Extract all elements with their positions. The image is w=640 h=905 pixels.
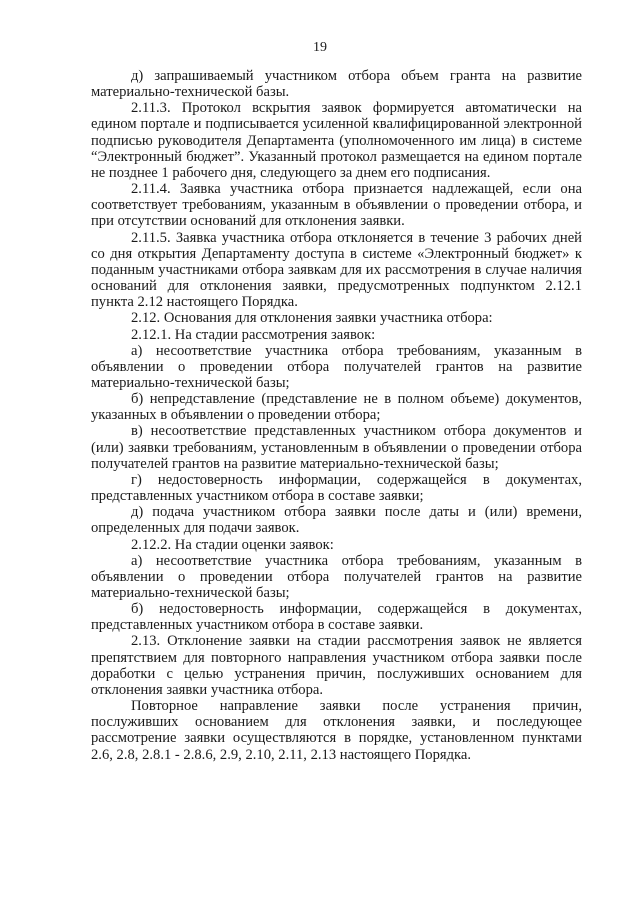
paragraph-2-11-2-d: д) запрашиваемый участником отбора объем гранта на развитие материально-технической базы.: [91, 68, 582, 101]
paragraph-2-12-1-b: б) непредставление (представление не в полном объеме) документов, указанных в объявлении о проведении отбора;: [91, 391, 582, 424]
paragraph-2-13: 2.13. Отклонение заявки на стадии рассмотрения заявок не является препятствием для повторного направления участником отбора заявки после доработки с целью устранения причин, послуживших основанием для отклонения заявки участника отбора.: [91, 633, 582, 698]
paragraph-2-12-1-d: д) подача участником отбора заявки после даты и (или) времени, определенных для подачи заявок.: [91, 504, 582, 537]
paragraph-2-11-3: 2.11.3. Протокол вскрытия заявок формируется автоматически на едином портале и подписывается усиленной квалифицированной электронной подписью руководителя Департамента (уполномоченного им лица) в системе “Электронный бюджет”. Указанный протокол размещается на едином портале не позднее 1 рабочего дня, следующего за днем его подписания.: [91, 100, 582, 181]
paragraph-2-12-1: 2.12.1. На стадии рассмотрения заявок:: [131, 326, 376, 343]
paragraph-2-13-resubmission: Повторное направление заявки после устранения причин, послуживших основанием для отклонения заявки, и последующее рассмотрение заявки осуществляются в порядке, установленном пунктами 2.6, 2.8, 2.8.1 - 2.8.6, 2.9, 2.10, 2.11, 2.13 настоящего Порядка.: [91, 698, 582, 763]
paragraph-2-12: 2.12. Основания для отклонения заявки участника отбора:: [131, 310, 493, 327]
paragraph-2-12-2-b: б) недостоверность информации, содержащейся в документах, представленных участником отбора в составе заявки.: [91, 601, 582, 634]
paragraph-2-12-2: 2.12.2. На стадии оценки заявок:: [131, 536, 334, 553]
page-number: 19: [313, 40, 327, 55]
paragraph-2-12-1-g: г) недостоверность информации, содержащейся в документах, представленных участником отбора в составе заявки;: [91, 471, 582, 505]
paragraph-2-11-5: 2.11.5. Заявка участника отбора отклоняется в течение 3 рабочих дней со дня открытия Департаменту доступа в системе «Электронный бюджет» к поданным участниками отбора заявкам для их рассмотрения в случае наличия оснований для отклонения заявки, предусмотренных подпунктом 2.12.1 пункта 2.12 настоящего Порядка.: [91, 229, 582, 311]
paragraph-2-12-1-v: в) несоответствие представленных участником отбора документов и (или) заявки требованиям, установленным в объявлении о проведении отбора получателей грантов на развитие материально-технической базы;: [91, 423, 582, 472]
paragraph-2-12-1-a: а) несоответствие участника отбора требованиям, указанным в объявлении о проведении отбора получателей грантов на развитие материально-технической базы;: [91, 342, 582, 391]
paragraph-2-11-4: 2.11.4. Заявка участника отбора признается надлежащей, если она соответствует требованиям, указанным в объявлении о проведении отбора, и при отсутствии оснований для отклонения заявки.: [91, 181, 582, 230]
document-body: [91, 68, 582, 763]
paragraph-2-12-2-a: а) несоответствие участника отбора требованиям, указанным в объявлении о проведении отбора получателей грантов на развитие материально-технической базы;: [91, 552, 582, 601]
